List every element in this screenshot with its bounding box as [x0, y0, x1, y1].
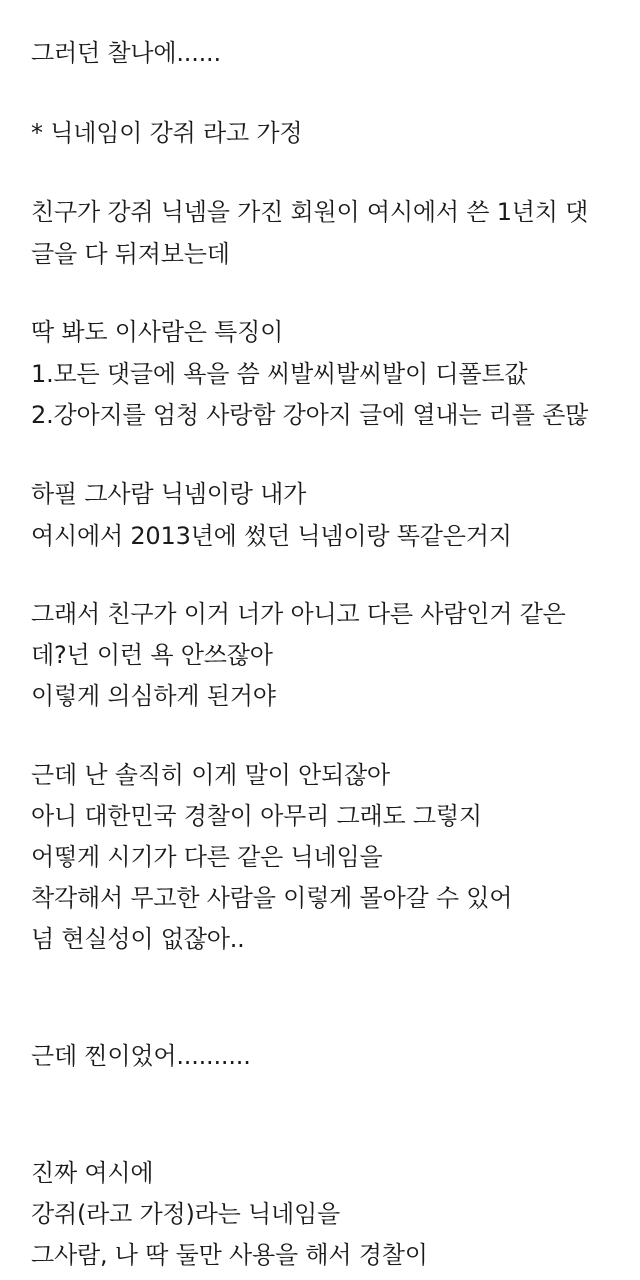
text-line: 진짜 여시에	[31, 1159, 154, 1187]
text-line: 그러던 찰나에......	[31, 39, 221, 67]
text-line: 데?넌 이런 욕 안쓰잖아	[31, 641, 273, 669]
text-line: 강쥐(라고 가정)라는 닉네임을	[31, 1200, 340, 1228]
text-line: 친구가 강쥐 닉넴을 가진 회원이 여시에서 쓴 1년치 댓	[31, 198, 589, 226]
text-line: 그래서 친구가 이거 너가 아니고 다른 사람인거 같은	[31, 600, 566, 628]
text-line: 1.모든 댓글에 욕을 씀 씨발씨발씨발이 디폴트값	[31, 360, 528, 388]
text-line: 아니 대한민국 경찰이 아무리 그래도 그렇지	[31, 802, 482, 830]
text-line: 이렇게 의심하게 된거야	[31, 682, 276, 710]
text-line: 딱 봐도 이사람은 특징이	[31, 318, 284, 346]
text-line: * 닉네임이 강쥐 라고 가정	[31, 119, 303, 147]
text-line: 여시에서 2013년에 썼던 닉넴이랑 똑같은거지	[31, 522, 512, 550]
text-line: 넘 현실성이 없잖아..	[31, 925, 245, 953]
text-line: 2.강아지를 엄청 사랑함 강아지 글에 열내는 리플 존많	[31, 401, 589, 429]
text-line: 하필 그사람 닉넴이랑 내가	[31, 480, 307, 508]
text-line: 어떻게 시기가 다른 같은 닉네임을	[31, 843, 383, 871]
text-line: 착각해서 무고한 사람을 이렇게 몰아갈 수 있어	[31, 884, 513, 912]
text-line: 근데 찐이었어..........	[31, 1042, 251, 1070]
text-line: 근데 난 솔직히 이게 말이 안되잖아	[31, 761, 390, 789]
text-line: 그사람, 나 딱 둘만 사용을 해서 경찰이	[31, 1241, 428, 1269]
text-line: 글을 다 뒤져보는데	[31, 240, 230, 268]
